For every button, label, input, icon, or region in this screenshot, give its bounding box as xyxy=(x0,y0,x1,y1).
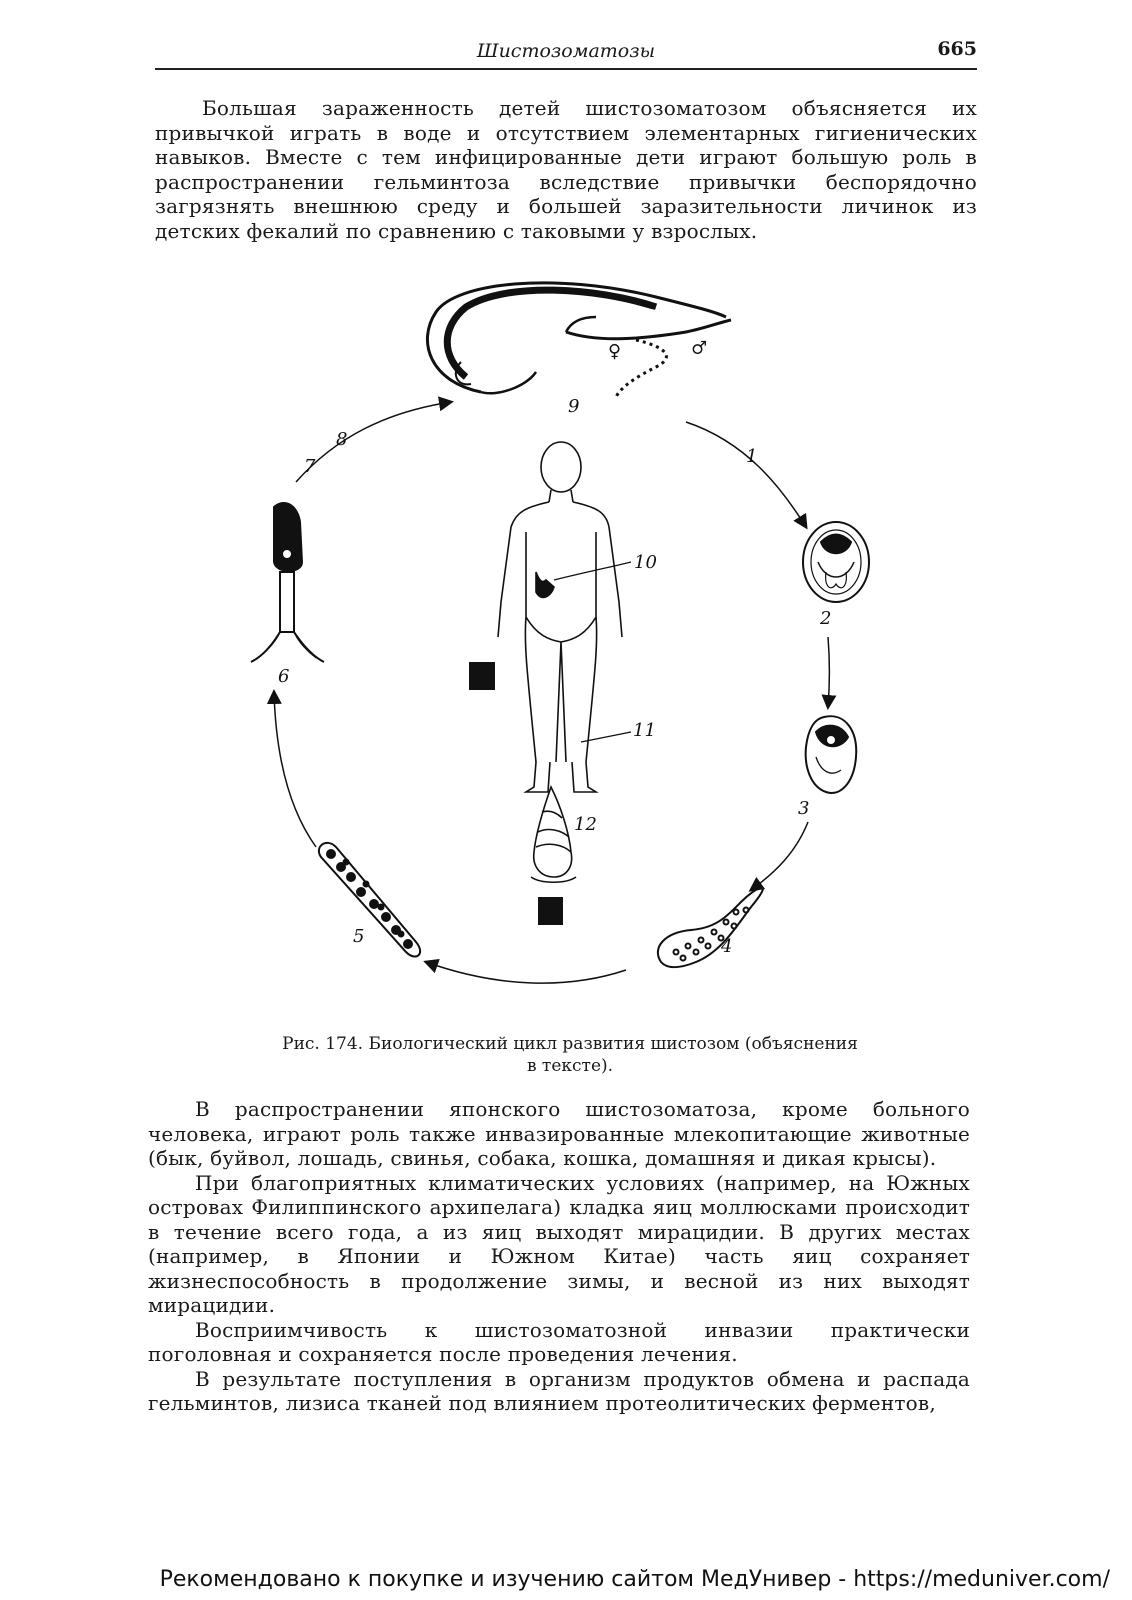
page-number: 665 xyxy=(937,38,977,60)
text-block-top xyxy=(155,96,977,243)
caption-line-2: в тексте). xyxy=(526,1056,614,1076)
arrow-3-to-4 xyxy=(751,822,808,890)
human-host-illustration xyxy=(498,442,622,792)
label-1: 1 xyxy=(746,446,758,467)
label-9: 9 xyxy=(568,396,580,417)
mother-sporocyst-illustration xyxy=(658,888,763,968)
black-square-mark xyxy=(469,662,495,690)
paragraph: В результате поступления в организм продуктов обмена и распада гельминтов, лизиса тканей под влиянием протеолитических ферментов, xyxy=(148,1366,970,1415)
label-4: 4 xyxy=(721,936,733,957)
life-cycle-figure xyxy=(236,262,876,1022)
adult-worms-illustration xyxy=(427,283,731,397)
arrow-5-to-6 xyxy=(274,692,316,847)
label-11: 11 xyxy=(633,720,656,741)
label-12: 12 xyxy=(574,814,597,835)
paragraph: Восприимчивость к шистозоматозной инвазии практически поголовная и сохраняется после проведения лечения. xyxy=(148,1317,970,1366)
arrow-9-to-2 xyxy=(686,422,806,527)
cercaria-illustration xyxy=(251,503,324,662)
egg-illustration xyxy=(803,522,869,602)
arrow-4-to-5 xyxy=(426,962,626,983)
label-5: 5 xyxy=(353,926,365,947)
label-10: 10 xyxy=(634,552,657,573)
label-3: 3 xyxy=(798,798,810,819)
black-square-mark xyxy=(538,897,563,925)
caption-line-1: Рис. 174. Биологический цикл развития шистозом (объяснения xyxy=(282,1034,858,1054)
text-block-bottom xyxy=(148,1097,970,1416)
paragraph: При благоприятных климатических условиях (например, на Южных островах Филиппинского архипелага) кладка яиц моллюсками происходит в течение всего года, а из яиц выходят мирацидии. В других местах (например, в Японии и Южном Китае) часть яиц сохраняет жизнеспособность в продолжение зимы, и весной из них выходят мирацидии. xyxy=(148,1170,970,1317)
female-symbol: ♀ xyxy=(608,341,622,362)
label-2: 2 xyxy=(820,608,832,629)
label-8: 8 xyxy=(336,429,348,450)
snail-intermediate-host-illustration xyxy=(531,787,576,882)
page-header xyxy=(155,36,977,70)
paragraph: В распространении японского шистозоматоза, кроме больного человека, играют роль также инвазированные млекопитающие животные (бык, буйвол, лошадь, свинья, собака, кошка, домашняя и дикая крысы). xyxy=(148,1097,970,1170)
leader-line-10 xyxy=(554,562,631,580)
arrow-2-to-3 xyxy=(828,637,830,707)
label-6: 6 xyxy=(278,666,290,687)
male-symbol: ♂ xyxy=(691,338,708,359)
figure-caption xyxy=(240,1033,900,1077)
miracidium-illustration xyxy=(806,716,857,793)
running-title: Шистозоматозы xyxy=(476,40,656,62)
footer-recommendation: Рекомендовано к покупке и изучению сайтом МедУнивер - https://meduniver.com/ xyxy=(159,1567,1110,1592)
life-cycle-diagram xyxy=(236,262,876,1022)
label-7: 7 xyxy=(304,456,316,477)
daughter-sporocyst-illustration xyxy=(319,843,420,957)
paragraph: Большая зараженность детей шистозоматозом объясняется их привычкой играть в воде и отсутствием элементарных гигиенических навыков. Вместе с тем инфицированные дети играют большую роль в распространении гельминтоза вследствие привычки беспорядочно загрязнять внешнюю среду и большей заразительности личинок из детских фекалий по сравнению с таковыми у взрослых. xyxy=(155,96,977,243)
arrow-6-to-9 xyxy=(296,402,451,482)
